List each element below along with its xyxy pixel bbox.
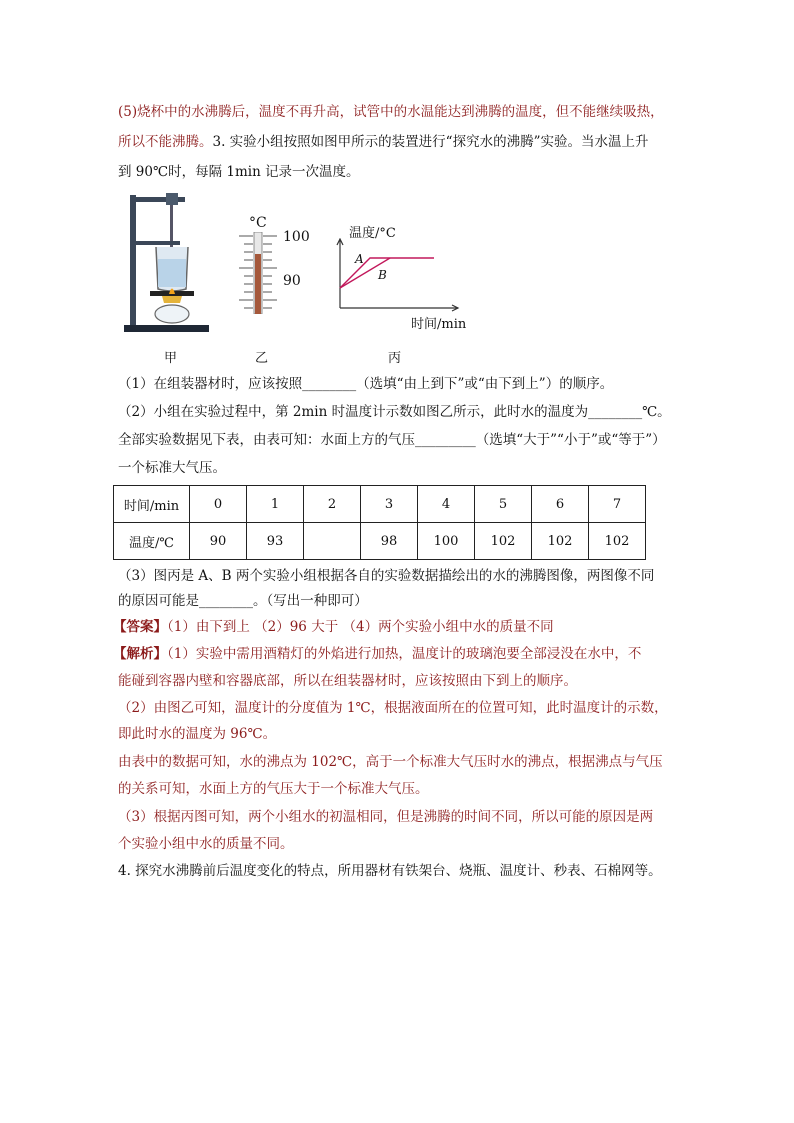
question-3b: 的原因可能是________。（写出一种即可）	[118, 593, 368, 609]
caption-jia: 甲	[164, 351, 178, 366]
table-cell: 102	[589, 523, 646, 560]
analysis-2d: 的关系可知，水面上方的气压大于一个标准大气压。	[118, 781, 429, 797]
question-1: （1）在组装器材时，应该按照________（选填“由上到下”或“由下到上”）的顺序。	[118, 376, 614, 392]
table-cell: 1	[247, 486, 304, 523]
table-cell: 3	[361, 486, 418, 523]
question-2b: 全部实验数据见下表，由表可知：水面上方的气压_________（选填“大于”“小于”或“等于”）	[118, 432, 666, 448]
table-cell: 6	[532, 486, 589, 523]
caption-bing: 丙	[388, 351, 402, 366]
table-row	[114, 523, 646, 560]
thermo-100-label: 100	[283, 229, 310, 245]
table-cell	[304, 523, 361, 560]
q3-intro-a: 3. 实验小组按照如图甲所示的装置进行“探究水的沸腾”实验。当水温上升	[212, 134, 649, 150]
question-3a: （3）图丙是 A、B 两个实验小组根据各自的实验数据描绘出的水的沸腾图像，两图像不同	[118, 568, 655, 584]
table-cell: 2	[304, 486, 361, 523]
thermometer-figure	[236, 232, 280, 314]
table-cell: 102	[532, 523, 589, 560]
table-cell: 90	[190, 523, 247, 560]
p5-line2	[118, 133, 648, 151]
analysis-tag: 【解析】	[113, 646, 167, 662]
caption-yi: 乙	[255, 351, 269, 366]
boiling-graph	[336, 238, 462, 312]
analysis-2a: （2）由图乙可知，温度计的分度值为 1℃，根据液面所在的位置可知，此时温度计的示数，	[118, 700, 668, 716]
analysis-1a: （1）实验中需用酒精灯的外焰进行加热，温度计的玻璃泡要全部浸没在水中，不	[167, 646, 642, 662]
table-cell: 7	[589, 486, 646, 523]
table-cell: 100	[418, 523, 475, 560]
table-header-time: 时间/min	[114, 486, 190, 523]
stand-rod	[130, 195, 136, 330]
analysis-3b: 个实验小组中水的质量不同。	[118, 836, 294, 852]
analysis-1b: 能碰到容器内壁和容器底部，所以在组装器材时，应该按照由下到上的顺序。	[118, 673, 577, 689]
lamp-wick	[162, 296, 182, 303]
graph-xlabel: 时间/min	[411, 317, 467, 332]
stand-base	[124, 325, 209, 332]
thermo-unit: °C	[249, 215, 267, 231]
analysis-line-1	[113, 645, 641, 663]
alcohol-lamp	[155, 305, 189, 323]
graph-label-b: B	[378, 268, 387, 282]
answer-text: （1）由下到上 （2）96 大于 （4）两个实验小组中水的质量不同	[167, 619, 554, 635]
water	[158, 259, 186, 287]
table-cell: 102	[475, 523, 532, 560]
table-cell: 0	[190, 486, 247, 523]
q3-intro-b: 到 90℃时，每隔 1min 记录一次温度。	[118, 164, 360, 180]
question-4: 4. 探究水沸腾前后温度变化的特点，所用器材有铁架台、烧瓶、温度计、秒表、石棉网等。	[118, 863, 662, 879]
clamp	[166, 193, 178, 205]
ring-arm	[130, 241, 180, 245]
table-row	[114, 486, 646, 523]
table-cell: 4	[418, 486, 475, 523]
answer-tag: 【答案】	[113, 619, 167, 635]
curve-a	[340, 258, 434, 288]
graph-ylabel: 温度/°C	[349, 226, 396, 241]
analysis-3a: （3）根据丙图可知，两个小组水的初温相同，但是沸腾的时间不同，所以可能的原因是两	[118, 809, 654, 825]
answer-line	[113, 618, 554, 636]
question-2a: （2）小组在实验过程中，第 2min 时温度计示数如图乙所示，此时水的温度为________℃。	[118, 404, 671, 420]
question-2c: 一个标准大气压。	[118, 460, 226, 476]
table-cell: 98	[361, 523, 418, 560]
graph-label-a: A	[355, 252, 364, 266]
table-header-temp: 温度/℃	[114, 523, 190, 560]
apparatus-figure	[122, 193, 217, 335]
analysis-2b: 即此时水的温度为 96℃。	[118, 726, 277, 742]
p5-line2-red: 所以不能沸腾。	[118, 134, 213, 150]
table-cell: 93	[247, 523, 304, 560]
thermometer-liquid	[255, 254, 261, 314]
thermo-90-label: 90	[283, 273, 301, 289]
p5-line1: (5)烧杯中的水沸腾后，温度不再升高，试管中的水温能达到沸腾的温度，但不能继续吸热，	[118, 104, 664, 120]
data-table	[113, 485, 646, 560]
table-cell: 5	[475, 486, 532, 523]
analysis-2c: 由表中的数据可知，水的沸点为 102℃，高于一个标准大气压时水的沸点，根据沸点与气压	[118, 754, 663, 770]
